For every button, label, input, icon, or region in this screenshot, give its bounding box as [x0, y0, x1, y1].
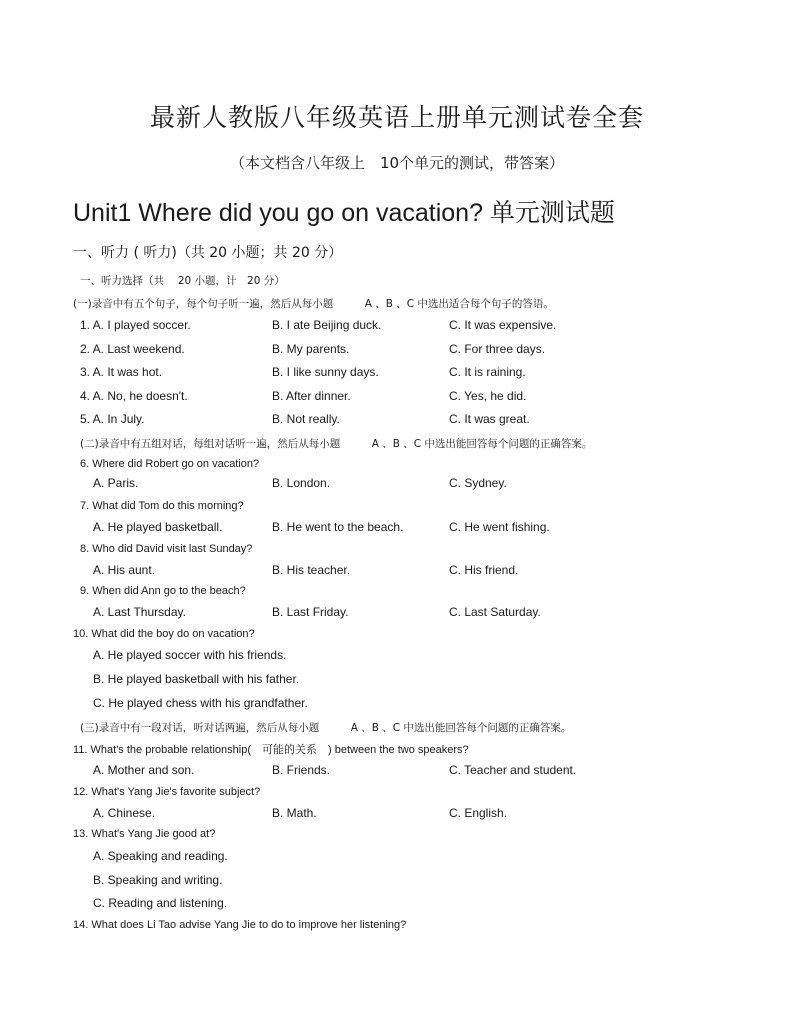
- q5-option-b: B. Not really.: [272, 412, 340, 426]
- q10-question: 10. What did the boy do on vacation?: [73, 628, 255, 640]
- q12-question: 12. What's Yang Jie's favorite subject?: [73, 786, 261, 798]
- q6-option-c: C. Sydney.: [449, 476, 507, 490]
- q5-option-c: C. It was great.: [449, 412, 530, 426]
- q2-option-c: C. For three days.: [449, 342, 546, 356]
- part2-instruction: (二)录音中有五组对话，每组对话听一遍，然后从每小题 A 、B 、C 中选出能回答每个问题的正确答案。: [80, 438, 593, 450]
- q11-option-b: B. Friends.: [272, 763, 331, 777]
- q5-option-a: 5. A. In July.: [80, 412, 145, 426]
- q12-option-a: A. Chinese.: [93, 806, 156, 820]
- q10-option-a: A. He played soccer with his friends.: [93, 648, 287, 662]
- section-heading: 一、听力 ( 听力)（共 20 小题；共 20 分）: [73, 245, 343, 261]
- q1-option-b: B. I ate Beijing duck.: [272, 318, 382, 332]
- q9-option-b: B. Last Friday.: [272, 605, 349, 619]
- q7-question: 7. What did Tom do this morning?: [80, 500, 244, 512]
- q8-option-c: C. His friend.: [449, 563, 519, 577]
- q7-option-a: A. He played basketball.: [93, 520, 223, 534]
- q11-option-a: A. Mother and son.: [93, 763, 195, 777]
- subsection-heading: 一、听力选择（共 20 小题，计 20 分）: [80, 275, 285, 287]
- q9-option-c: C. Last Saturday.: [449, 605, 541, 619]
- q12-option-c: C. English.: [449, 806, 508, 820]
- q4-option-a: 4. A. No, he doesn't.: [80, 389, 188, 403]
- q6-option-b: B. London.: [272, 476, 331, 490]
- q7-option-c: C. He went fishing.: [449, 520, 550, 534]
- q9-option-a: A. Last Thursday.: [93, 605, 186, 619]
- part1-instruction: (一)录音中有五个句子，每个句子听一遍，然后从每小题 A 、B 、C 中选出适合每个句子的答语。: [73, 298, 554, 310]
- q9-question: 9. When did Ann go to the beach?: [80, 585, 246, 597]
- q11-question: 11. What's the probable relationship( 可能的关系 ) between the two speakers?: [73, 744, 469, 756]
- document-title: 最新人教版八年级英语上册单元测试卷全套: [149, 103, 644, 132]
- q12-option-b: B. Math.: [272, 806, 317, 820]
- q3-option-a: 3. A. It was hot.: [80, 365, 163, 379]
- q10-option-c: C. He played chess with his grandfather.: [93, 696, 308, 710]
- q6-option-a: A. Paris.: [93, 476, 139, 490]
- q8-option-b: B. His teacher.: [272, 563, 351, 577]
- unit-title: Unit1 Where did you go on vacation? 单元测试题: [73, 199, 615, 227]
- q10-option-b: B. He played basketball with his father.: [93, 672, 300, 686]
- q13-option-c: C. Reading and listening.: [93, 896, 228, 910]
- q7-option-b: B. He went to the beach.: [272, 520, 404, 534]
- q8-question: 8. Who did David visit last Sunday?: [80, 543, 253, 555]
- q1-option-c: C. It was expensive.: [449, 318, 557, 332]
- q14-question: 14. What does Li Tao advise Yang Jie to do to improve her listening?: [73, 919, 407, 931]
- document-subtitle: （本文档含八年级上 10个单元的测试，带答案）: [229, 154, 565, 172]
- q2-option-a: 2. A. Last weekend.: [80, 342, 185, 356]
- q3-option-b: B. I like sunny days.: [272, 365, 379, 379]
- q8-option-a: A. His aunt.: [93, 563, 156, 577]
- q4-option-b: B. After dinner.: [272, 389, 351, 403]
- q13-option-a: A. Speaking and reading.: [93, 849, 228, 863]
- q11-option-c: C. Teacher and student.: [449, 763, 577, 777]
- q6-question: 6. Where did Robert go on vacation?: [80, 458, 260, 470]
- q13-question: 13. What's Yang Jie good at?: [73, 828, 216, 840]
- q3-option-c: C. It is raining.: [449, 365, 526, 379]
- q2-option-b: B. My parents.: [272, 342, 350, 356]
- q4-option-c: C. Yes, he did.: [449, 389, 527, 403]
- q13-option-b: B. Speaking and writing.: [93, 873, 223, 887]
- part3-instruction: (三)录音中有一段对话，听对话两遍，然后从每小题 A 、B 、C 中选出能回答每个问题的正确答案。: [80, 722, 572, 734]
- q1-option-a: 1. A. I played soccer.: [80, 318, 191, 332]
